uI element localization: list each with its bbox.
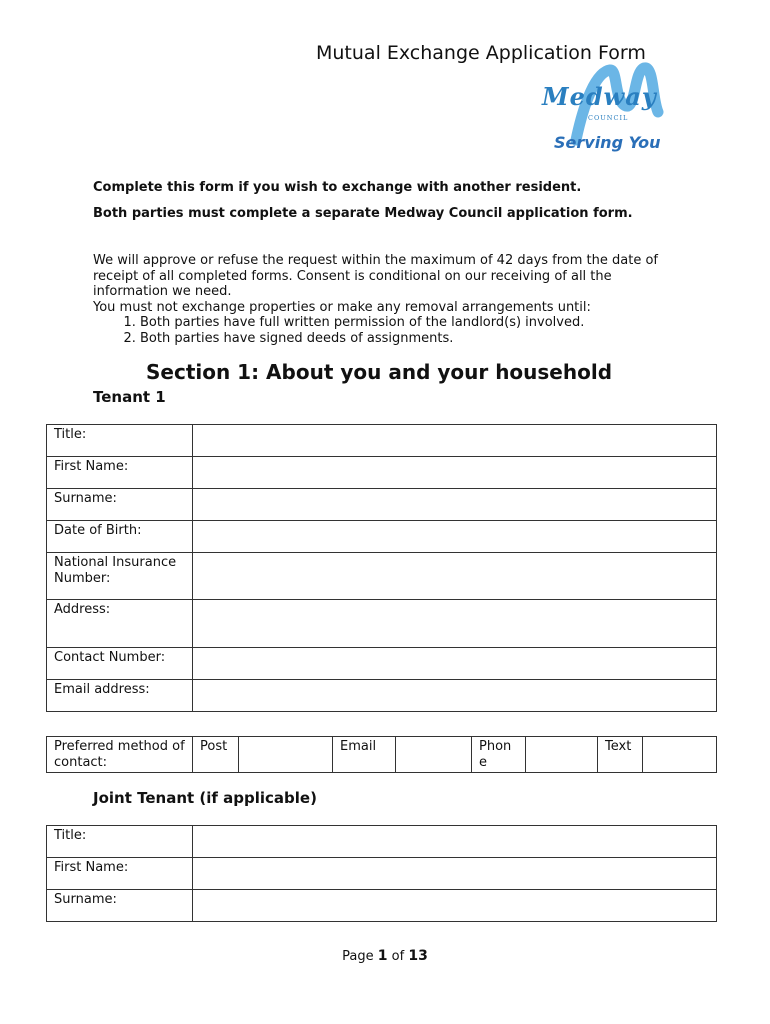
preferred-contact-table (46, 736, 717, 773)
title-field[interactable] (193, 425, 717, 457)
joint-title-field[interactable] (193, 826, 717, 858)
joint-surname-field[interactable] (193, 890, 717, 922)
intro-line-1: Complete this form if you wish to exchange with another resident. (93, 180, 582, 195)
page-footer (0, 948, 770, 964)
document-title: Mutual Exchange Application Form (316, 42, 646, 64)
tenant1-table (46, 424, 717, 712)
option-label-text: Text (598, 737, 643, 773)
email-checkbox[interactable] (396, 737, 472, 773)
intro-line-2: Both parties must complete a separate Medway Council application form. (93, 206, 633, 221)
field-label: Surname: (47, 890, 193, 922)
field-label: Email address: (47, 680, 193, 712)
phone-checkbox[interactable] (526, 737, 598, 773)
intro-body (93, 253, 683, 346)
field-label: Contact Number: (47, 648, 193, 680)
option-label-post: Post (193, 737, 239, 773)
medway-council-logo (536, 62, 686, 158)
field-label: Title: (47, 826, 193, 858)
intro-paragraph: We will approve or refuse the request within the maximum of 42 days from the date of receipt of all completed forms. Consent is conditional on our receiving of all the information we need. (93, 253, 658, 299)
field-label: Date of Birth: (47, 521, 193, 553)
tenant1-heading: Tenant 1 (93, 388, 166, 406)
first-name-field[interactable] (193, 457, 717, 489)
field-label: Title: (47, 425, 193, 457)
field-label: First Name: (47, 858, 193, 890)
field-label: Surname: (47, 489, 193, 521)
email-address-field[interactable] (193, 680, 717, 712)
joint-first-name-field[interactable] (193, 858, 717, 890)
surname-field[interactable] (193, 489, 717, 521)
preferred-contact-label: Preferred method of contact: (47, 737, 193, 773)
total-pages-number: 13 (408, 948, 428, 964)
field-label: First Name: (47, 457, 193, 489)
conditions-list (93, 315, 683, 346)
national-insurance-field[interactable] (193, 553, 717, 600)
intro-paragraph-2: You must not exchange properties or make any removal arrangements until: (93, 299, 591, 315)
post-checkbox[interactable] (239, 737, 333, 773)
logo-council-text: COUNCIL (588, 114, 629, 122)
list-item: 1. Both parties have full written permission of the landlord(s) involved. (140, 315, 683, 331)
page-word: Page (342, 949, 374, 964)
joint-tenant-heading: Joint Tenant (if applicable) (93, 789, 317, 807)
section-heading: Section 1: About you and your household (146, 360, 613, 384)
field-label: Address: (47, 600, 193, 648)
field-label: National Insurance Number: (47, 553, 193, 600)
contact-number-field[interactable] (193, 648, 717, 680)
option-label-email: Email (333, 737, 396, 773)
of-word: of (391, 949, 405, 964)
joint-tenant-table (46, 825, 717, 922)
list-item: 2. Both parties have signed deeds of assignments. (140, 331, 683, 347)
text-checkbox[interactable] (643, 737, 717, 773)
option-label-phone: Phone (472, 737, 526, 773)
date-of-birth-field[interactable] (193, 521, 717, 553)
logo-wordmark: Medway (542, 82, 657, 111)
current-page-number: 1 (377, 948, 388, 964)
logo-tagline: Serving You (554, 133, 661, 152)
address-field[interactable] (193, 600, 717, 648)
